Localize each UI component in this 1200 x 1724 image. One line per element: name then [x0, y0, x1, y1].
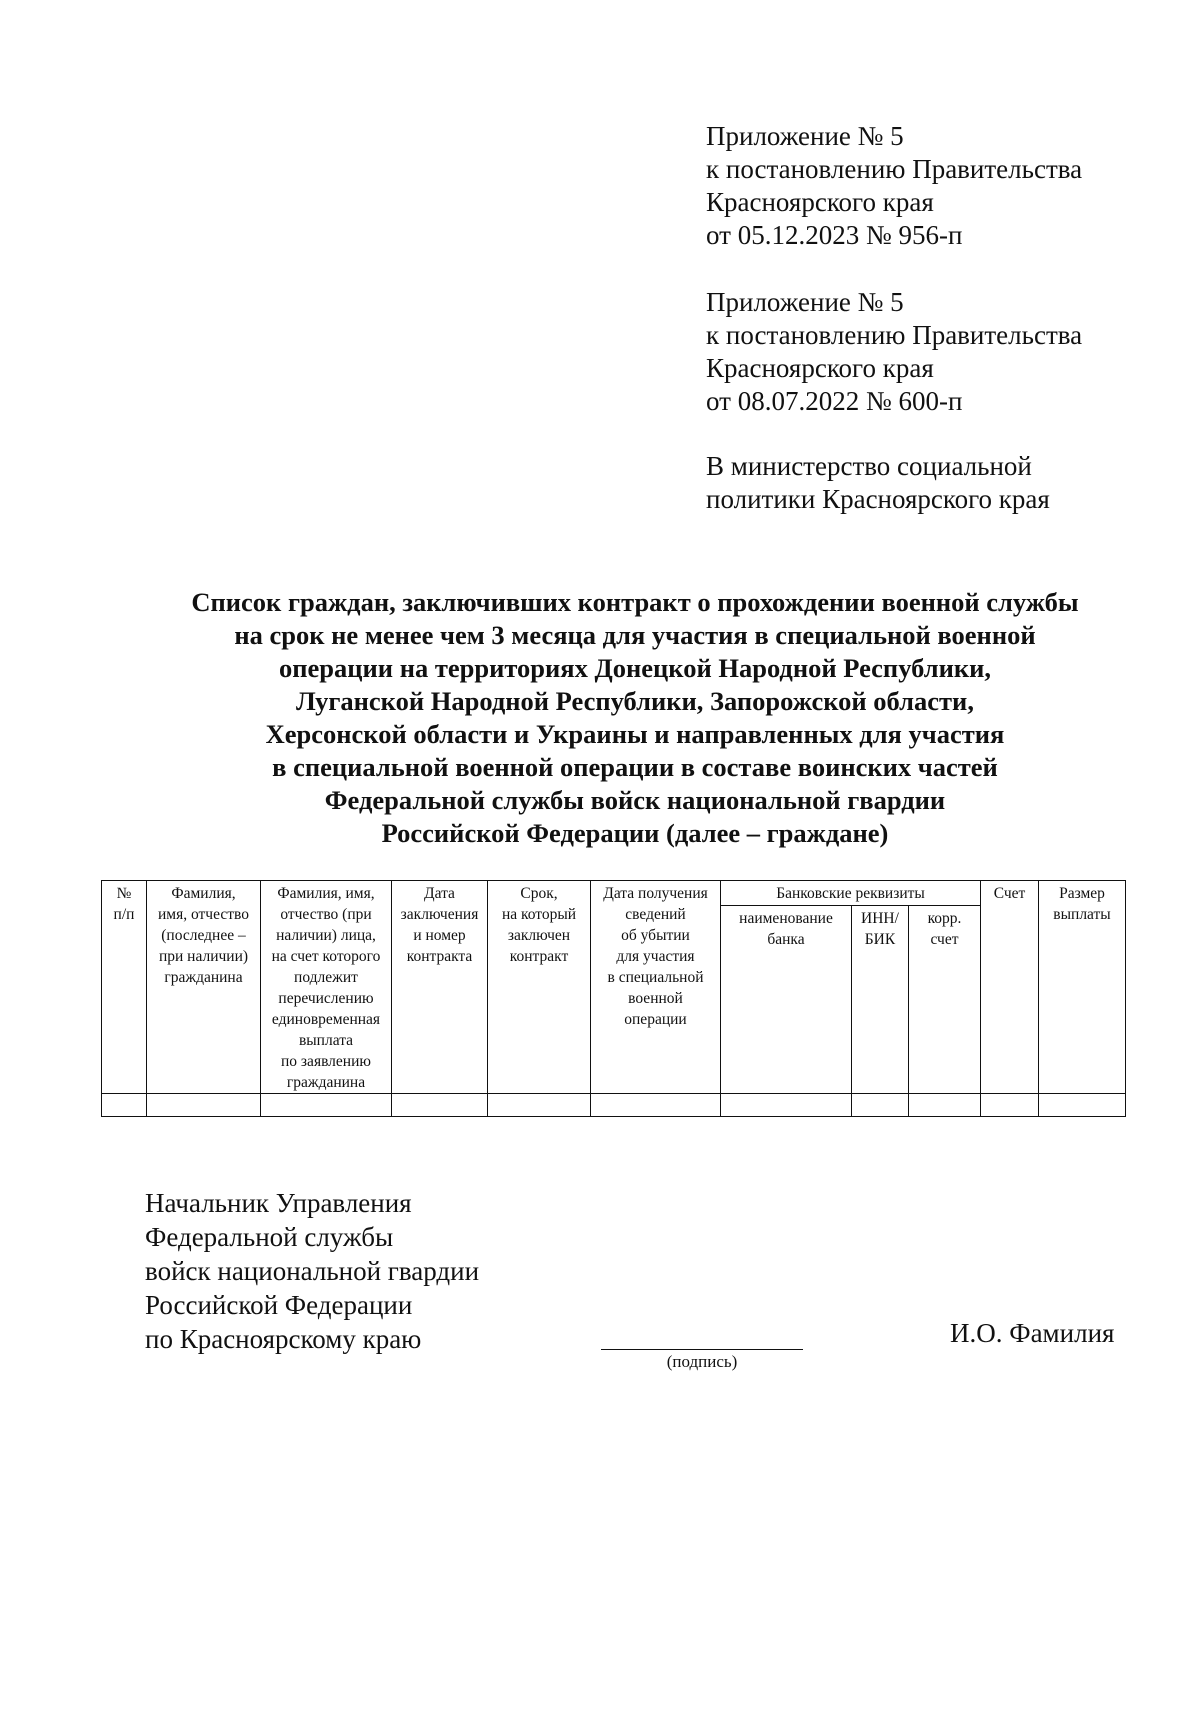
- col-group-bank-details: Банковские реквизиты: [721, 881, 981, 906]
- col-recipient-name: Фамилия, имя, отчество (при наличии) лица, на счет которого подлежит перечислению единовременная выплата по заявлению гражданина: [261, 881, 392, 1094]
- signer-position-line: Начальник Управления: [145, 1188, 412, 1218]
- title-line: Федеральной службы войск национальной гвардии: [324, 785, 946, 815]
- signer-position-line: войск национальной гвардии: [145, 1256, 480, 1286]
- addressee-line: В министерство социальной: [706, 451, 1032, 481]
- appendix-current: [706, 120, 1082, 252]
- appendix-original: [706, 286, 1082, 418]
- signer-position-line: Федеральной службы: [145, 1222, 394, 1252]
- appendix-line: Красноярского края: [706, 353, 934, 383]
- col-corr-account: корр. счет: [909, 906, 981, 1094]
- col-account: Счет: [981, 881, 1039, 1094]
- signer-name: И.О. Фамилия: [950, 1318, 1115, 1348]
- table-cell: [721, 1094, 852, 1117]
- col-contract-date: Дата заключения и номер контракта: [392, 881, 488, 1094]
- title-line: Список граждан, заключивших контракт о прохождении военной службы: [191, 587, 1079, 617]
- col-contract-term: Срок, на который заключен контракт: [488, 881, 591, 1094]
- table-cell: [488, 1094, 591, 1117]
- signature-caption: (подпись): [666, 1352, 738, 1371]
- col-inn-bik: ИНН/ БИК: [852, 906, 909, 1094]
- title-line: операции на территориях Донецкой Народной Республики,: [279, 653, 991, 683]
- title-line: в специальной военной операции в составе воинских частей: [272, 752, 998, 782]
- document-title: [60, 586, 1200, 850]
- col-bank-name: наименование банка: [721, 906, 852, 1094]
- col-departure-date: Дата получения сведений об убытии для участия в специальной военной операции: [591, 881, 721, 1094]
- appendix-line: Приложение № 5: [706, 121, 904, 151]
- table-cell: [261, 1094, 392, 1117]
- table-cell: [981, 1094, 1039, 1117]
- table-header-row: [102, 881, 1126, 906]
- appendix-line: к постановлению Правительства: [706, 154, 1083, 184]
- signer-position-line: Российской Федерации: [145, 1290, 413, 1320]
- table-cell: [102, 1094, 147, 1117]
- table-row: [102, 1094, 1126, 1117]
- signature-line: [601, 1349, 803, 1350]
- table-cell: [147, 1094, 261, 1117]
- table-cell: [392, 1094, 488, 1117]
- table-cell: [591, 1094, 721, 1117]
- col-number: № п/п: [102, 881, 147, 1094]
- appendix-line: к постановлению Правительства: [706, 320, 1083, 350]
- appendix-line: от 05.12.2023 № 956-п: [706, 220, 963, 250]
- title-line: на срок не менее чем 3 месяца для участия в специальной военной: [234, 620, 1036, 650]
- title-line: Российской Федерации (далее – граждане): [381, 818, 889, 848]
- citizens-table: [101, 880, 1126, 1117]
- table-cell: [909, 1094, 981, 1117]
- title-line: Луганской Народной Республики, Запорожской области,: [296, 686, 974, 716]
- col-citizen-name: Фамилия, имя, отчество (последнее – при наличии) гражданина: [147, 881, 261, 1094]
- signer-position-line: по Красноярскому краю: [145, 1324, 422, 1354]
- title-line: Херсонской области и Украины и направленных для участия: [265, 719, 1005, 749]
- appendix-line: Красноярского края: [706, 187, 934, 217]
- col-payment-amount: Размер выплаты: [1039, 881, 1126, 1094]
- appendix-line: Приложение № 5: [706, 287, 904, 317]
- signer-position: [145, 1186, 479, 1356]
- table-cell: [852, 1094, 909, 1117]
- table-cell: [1039, 1094, 1126, 1117]
- appendix-line: от 08.07.2022 № 600-п: [706, 386, 963, 416]
- addressee-line: политики Красноярского края: [706, 484, 1050, 514]
- addressee: [706, 450, 1050, 516]
